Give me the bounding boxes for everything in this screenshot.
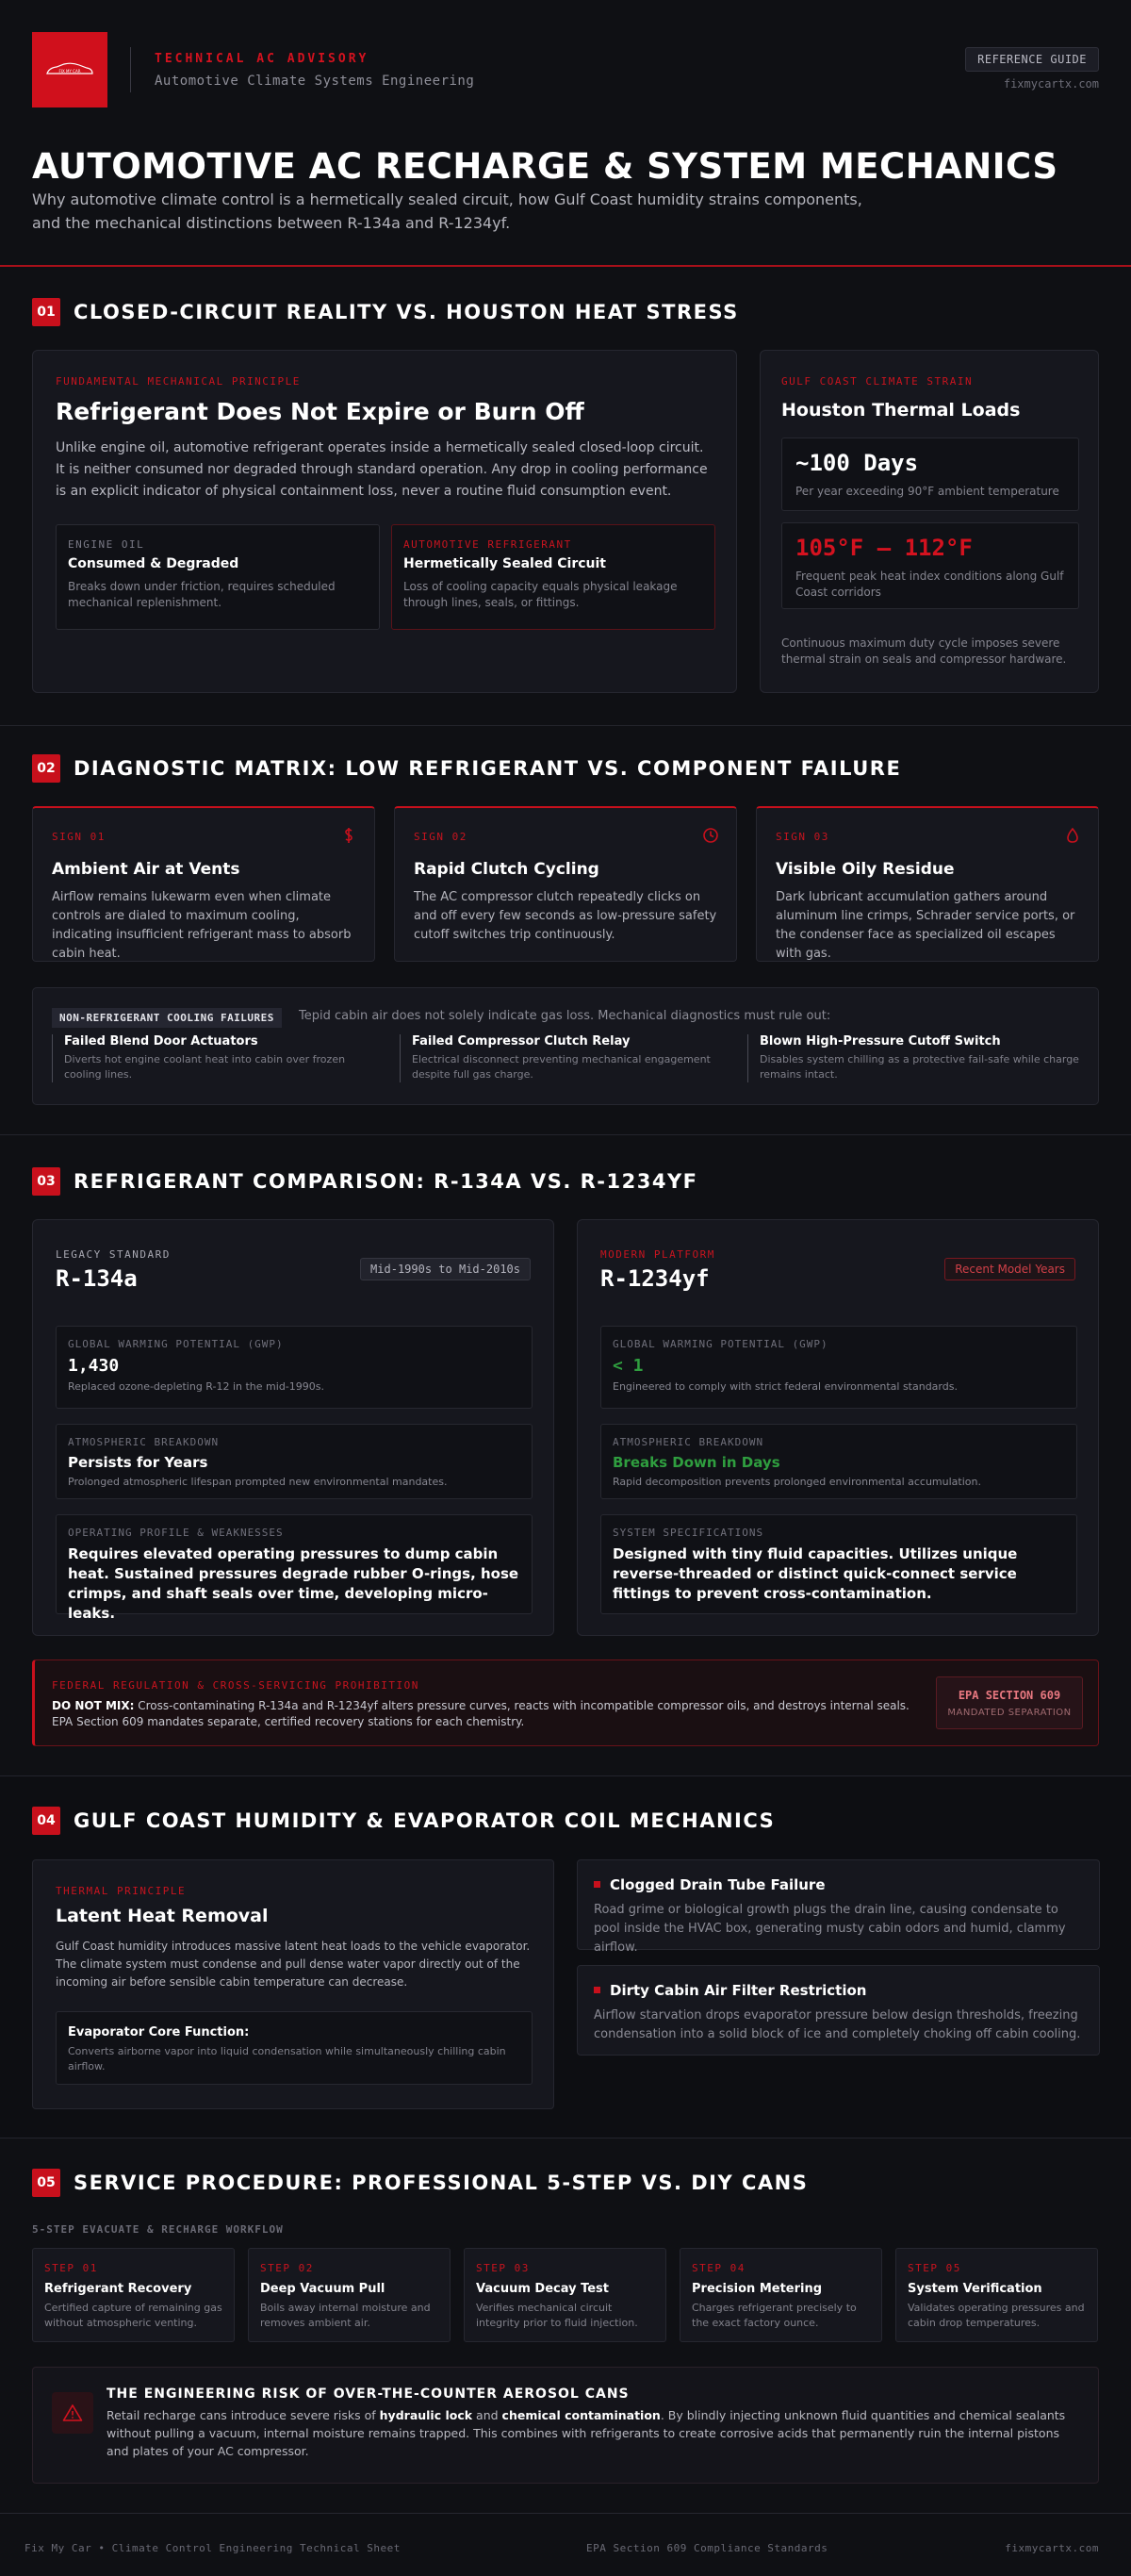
r134a-eyebrow: LEGACY STANDARD bbox=[56, 1248, 171, 1261]
step-title: Vacuum Decay Test bbox=[476, 2282, 610, 2296]
refrigerant-eyebrow: AUTOMOTIVE REFRIGERANT bbox=[403, 538, 572, 551]
failure-item bbox=[747, 1034, 1087, 1082]
step-card bbox=[680, 2248, 882, 2342]
risk-text bbox=[107, 2406, 1077, 2460]
thermal-title: Latent Heat Removal bbox=[56, 1906, 269, 1926]
footer-left: Fix My Car • Climate Control Engineering Technical Sheet bbox=[25, 2542, 401, 2554]
step-card bbox=[895, 2248, 1098, 2342]
section-title: DIAGNOSTIC MATRIX: LOW REFRIGERANT VS. COMPONENT FAILURE bbox=[74, 757, 902, 780]
failure-text: Electrical disconnect preventing mechanical engagement despite full gas charge. bbox=[412, 1053, 711, 1081]
sign-title: Visible Oily Residue bbox=[776, 860, 955, 879]
operating-text: Requires elevated operating pressures to dump cabin heat. Sustained pressures degrade rubber O-rings, hose crimps, and shaft seals over time, developing micro-leaks. bbox=[68, 1545, 519, 1622]
dollar-icon bbox=[340, 827, 357, 844]
step-text: Charges refrigerant precisely to the exact factory ounce. bbox=[692, 2302, 857, 2329]
brand-logo[interactable] bbox=[32, 32, 107, 107]
operating-label: OPERATING PROFILE & WEAKNESSES bbox=[68, 1527, 284, 1539]
refrigerant-card bbox=[391, 524, 715, 630]
step-card bbox=[32, 2248, 235, 2342]
section-title: REFRIGERANT COMPARISON: R-134A VS. R-1234YF bbox=[74, 1170, 698, 1193]
evaporator-core-title: Evaporator Core Function: bbox=[68, 2025, 250, 2039]
failure-text: Road grime or biological growth plugs the drain line, causing condensate to pool inside the HVAC box, generating musty cabin odors and humid, clammy airflow. bbox=[594, 1903, 1066, 1955]
bullet bbox=[594, 1881, 600, 1888]
drain-tube-failure-card bbox=[577, 1859, 1100, 1955]
r134a-gwp bbox=[56, 1326, 533, 1409]
atmospheric-value: Breaks Down in Days bbox=[613, 1454, 780, 1471]
step-title: Deep Vacuum Pull bbox=[260, 2282, 385, 2296]
atmospheric-label: ATMOSPHERIC BREAKDOWN bbox=[68, 1436, 220, 1448]
thermal-body: Gulf Coast humidity introduces massive latent heat loads to the vehicle evaporator. The climate system must condense and pull dense water vapor directly out of the incoming air before sensible cabin temperature can decrease. bbox=[56, 1940, 531, 1989]
failure-title: Blown High-Pressure Cutoff Switch bbox=[760, 1034, 1001, 1049]
section-title: CLOSED-CIRCUIT REALITY VS. HOUSTON HEAT STRESS bbox=[74, 301, 739, 323]
sign-card bbox=[32, 806, 375, 962]
climate-eyebrow: GULF COAST CLIMATE STRAIN bbox=[781, 375, 974, 388]
r1234yf-eyebrow: MODERN PLATFORM bbox=[600, 1248, 715, 1261]
sign-title: Rapid Clutch Cycling bbox=[414, 860, 599, 879]
heat-days-text: Per year exceeding 90°F ambient temperature bbox=[795, 485, 1059, 498]
section-header bbox=[32, 1807, 775, 1835]
reference-guide-badge: REFERENCE GUIDE bbox=[965, 47, 1099, 72]
principle-title: Refrigerant Does Not Expire or Burn Off bbox=[56, 398, 584, 425]
section-header bbox=[32, 754, 901, 783]
brand-subtitle: Automotive Climate Systems Engineering bbox=[155, 74, 475, 89]
failure-text: Disables system chilling as a protective fail-safe while charge remains intact. bbox=[760, 1053, 1079, 1081]
engine-oil-eyebrow: ENGINE OIL bbox=[68, 538, 145, 551]
step-eyebrow: STEP 02 bbox=[260, 2262, 314, 2274]
bullet bbox=[594, 1987, 600, 1993]
warning-icon-box bbox=[52, 2392, 93, 2434]
gwp-text: Replaced ozone-depleting R-12 in the mid-1990s. bbox=[68, 1380, 324, 1393]
step-eyebrow: STEP 03 bbox=[476, 2262, 530, 2274]
risk-chemical-contamination: chemical contamination bbox=[501, 2408, 661, 2422]
non-refrigerant-badge: NON-REFRIGERANT COOLING FAILURES bbox=[52, 1008, 282, 1028]
epa-badge bbox=[936, 1676, 1083, 1729]
gwp-value: 1,430 bbox=[68, 1356, 120, 1376]
section-header bbox=[32, 298, 739, 326]
brand-title: TECHNICAL AC ADVISORY bbox=[155, 52, 369, 66]
atmospheric-value: Persists for Years bbox=[68, 1454, 208, 1471]
warning-triangle-icon bbox=[62, 2403, 83, 2422]
footer-url[interactable]: fixmycartx.com bbox=[1005, 2542, 1099, 2554]
aerosol-risk-panel bbox=[32, 2367, 1099, 2484]
risk-text-part: . By blindly injecting unknown fluid quantities and chemical sealants without pulling a vacuum, internal moisture remains trapped. This combines with refrigerants to create corrosive acids that permanently ruin the internal pistons and plates of your AC compressor. bbox=[107, 2408, 1066, 2458]
non-refrigerant-intro: Tepid cabin air does not solely indicate gas loss. Mechanical diagnostics must rule out: bbox=[299, 1009, 831, 1023]
section-number: 05 bbox=[32, 2169, 60, 2197]
refrigerant-text: Loss of cooling capacity equals physical leakage through lines, seals, or fittings. bbox=[403, 580, 678, 609]
sign-text: Airflow remains lukewarm even when climate controls are dialed to maximum cooling, indicating insufficient refrigerant mass to absorb cabin heat. bbox=[52, 890, 352, 961]
clock-icon bbox=[702, 827, 719, 844]
latent-heat-card bbox=[32, 1859, 554, 2109]
failure-title: Dirty Cabin Air Filter Restriction bbox=[610, 1982, 867, 1999]
step-text: Validates operating pressures and cabin drop temperatures. bbox=[908, 2302, 1085, 2329]
heat-days-stat bbox=[781, 438, 1079, 511]
sign-text: The AC compressor clutch repeatedly clicks on and off every few seconds as low-pressure safety cutoff switches trip continuously. bbox=[414, 890, 717, 942]
failure-title: Clogged Drain Tube Failure bbox=[610, 1876, 826, 1893]
section-number: 04 bbox=[32, 1807, 60, 1835]
heat-index-text: Frequent peak heat index conditions along Gulf Coast corridors bbox=[795, 570, 1064, 599]
step-text: Certified capture of remaining gas without atmospheric venting. bbox=[44, 2302, 222, 2329]
heat-days-value: ~100 Days bbox=[795, 450, 919, 476]
section-title: SERVICE PROCEDURE: PROFESSIONAL 5-STEP VS. DIY CANS bbox=[74, 2171, 809, 2194]
section-number: 03 bbox=[32, 1167, 60, 1196]
engine-oil-card bbox=[56, 524, 380, 630]
failure-text: Diverts hot engine coolant heat into cabin over frozen cooling lines. bbox=[64, 1053, 346, 1081]
step-text: Boils away internal moisture and removes ambient air. bbox=[260, 2302, 431, 2329]
r1234yf-era-badge: Recent Model Years bbox=[944, 1258, 1075, 1280]
step-eyebrow: STEP 01 bbox=[44, 2262, 98, 2274]
r134a-era-badge: Mid-1990s to Mid-2010s bbox=[360, 1258, 531, 1280]
climate-card bbox=[760, 350, 1099, 693]
risk-hydraulic-lock: hydraulic lock bbox=[379, 2408, 473, 2422]
refrigerant-title: Hermetically Sealed Circuit bbox=[403, 556, 606, 571]
r134a-card bbox=[32, 1219, 554, 1636]
regulation-warning bbox=[32, 1660, 1099, 1746]
car-logo-icon bbox=[43, 59, 96, 80]
epa-title: EPA SECTION 609 bbox=[958, 1689, 1061, 1702]
hero bbox=[0, 146, 1131, 267]
sign-text: Dark lubricant accumulation gathers around aluminum line crimps, Schrader service ports, or the condenser face as specialized oil escapes with gas. bbox=[776, 890, 1075, 961]
step-eyebrow: STEP 05 bbox=[908, 2262, 961, 2274]
r1234yf-gwp bbox=[600, 1326, 1077, 1409]
risk-title: THE ENGINEERING RISK OF OVER-THE-COUNTER AEROSOL CANS bbox=[107, 2386, 630, 2402]
sign-eyebrow: SIGN 02 bbox=[414, 831, 467, 843]
cabin-filter-failure-card bbox=[577, 1965, 1100, 2056]
risk-text-part: and bbox=[472, 2408, 502, 2422]
step-eyebrow: STEP 04 bbox=[692, 2262, 746, 2274]
droplet-icon bbox=[1064, 827, 1081, 844]
epa-subtitle: MANDATED SEPARATION bbox=[947, 1708, 1072, 1718]
climate-title: Houston Thermal Loads bbox=[781, 400, 1021, 421]
workflow-label: 5-STEP EVACUATE & RECHARGE WORKFLOW bbox=[32, 2223, 284, 2236]
step-title: Precision Metering bbox=[692, 2282, 823, 2296]
specifications-label: SYSTEM SPECIFICATIONS bbox=[613, 1527, 764, 1539]
r1234yf-name: R-1234yf bbox=[600, 1265, 710, 1292]
step-card bbox=[464, 2248, 666, 2342]
r1234yf-atmospheric bbox=[600, 1424, 1077, 1499]
step-title: System Verification bbox=[908, 2282, 1042, 2296]
section-closed-circuit bbox=[0, 267, 1131, 726]
brand-divider bbox=[130, 47, 131, 92]
step-card bbox=[248, 2248, 451, 2342]
risk-text-part: Retail recharge cans introduce severe risks of bbox=[107, 2408, 380, 2422]
warning-lead: DO NOT MIX: bbox=[52, 1699, 135, 1712]
gwp-text: Engineered to comply with strict federal environmental standards. bbox=[613, 1380, 958, 1393]
thermal-eyebrow: THERMAL PRINCIPLE bbox=[56, 1885, 187, 1897]
sign-card bbox=[756, 806, 1099, 962]
r134a-operating-profile bbox=[56, 1514, 533, 1622]
principle-eyebrow: FUNDAMENTAL MECHANICAL PRINCIPLE bbox=[56, 375, 301, 388]
r1234yf-card bbox=[577, 1219, 1099, 1636]
climate-note: Continuous maximum duty cycle imposes severe thermal strain on seals and compressor hardware. bbox=[781, 636, 1067, 666]
failure-title: Failed Compressor Clutch Relay bbox=[412, 1034, 631, 1049]
page-title: AUTOMOTIVE AC RECHARGE & SYSTEM MECHANICS bbox=[32, 146, 1058, 187]
warning-text bbox=[52, 1698, 919, 1730]
principle-card bbox=[32, 350, 737, 693]
atmospheric-label: ATMOSPHERIC BREAKDOWN bbox=[613, 1436, 764, 1448]
evaporator-core-box bbox=[56, 2011, 533, 2085]
principle-body: Unlike engine oil, automotive refrigerant operates inside a hermetically sealed closed-loop circuit. It is neither consumed nor degraded through standard operation. Any drop in cooling performance is an explicit indicator of physical containment loss, never a routine fluid consumption event. bbox=[56, 440, 708, 499]
failure-item bbox=[400, 1034, 739, 1082]
failure-text: Airflow starvation drops evaporator pressure below design thresholds, freezing condensation into a solid block of ice and completely choking off cabin cooling. bbox=[594, 2008, 1081, 2041]
warning-body: Cross-contaminating R-134a and R-1234yf alters pressure curves, reacts with incompatible compressor oils, and destroys internal seals. EPA Section 609 mandates separate, certified recovery stations for each chemistry. bbox=[52, 1699, 910, 1728]
gwp-value: < 1 bbox=[613, 1356, 644, 1376]
step-text: Verifies mechanical circuit integrity prior to fluid injection. bbox=[476, 2302, 638, 2329]
r1234yf-specifications bbox=[600, 1514, 1077, 1614]
evaporator-core-text: Converts airborne vapor into liquid condensation while simultaneously chilling cabin airflow. bbox=[68, 2045, 506, 2072]
gwp-label: GLOBAL WARMING POTENTIAL (GWP) bbox=[613, 1338, 828, 1350]
r134a-atmospheric bbox=[56, 1424, 533, 1499]
warning-eyebrow: FEDERAL REGULATION & CROSS-SERVICING PROHIBITION bbox=[52, 1679, 419, 1692]
r134a-name: R-134a bbox=[56, 1265, 138, 1292]
atmospheric-text: Rapid decomposition prevents prolonged environmental accumulation. bbox=[613, 1476, 981, 1488]
engine-oil-title: Consumed & Degraded bbox=[68, 556, 239, 571]
failure-item bbox=[52, 1034, 401, 1082]
sign-eyebrow: SIGN 03 bbox=[776, 831, 829, 843]
section-number: 02 bbox=[32, 754, 60, 783]
section-title: GULF COAST HUMIDITY & EVAPORATOR COIL MECHANICS bbox=[74, 1809, 776, 1832]
sign-card bbox=[394, 806, 737, 962]
specifications-text: Designed with tiny fluid capacities. Utilizes unique reverse-threaded or distinct quick-connect service fittings to prevent cross-contamination. bbox=[613, 1545, 1018, 1602]
step-title: Refrigerant Recovery bbox=[44, 2282, 192, 2296]
sign-title: Ambient Air at Vents bbox=[52, 860, 240, 879]
header bbox=[0, 0, 1131, 146]
footer-center: EPA Section 609 Compliance Standards bbox=[586, 2542, 828, 2554]
heat-index-stat bbox=[781, 522, 1079, 609]
section-header bbox=[32, 1167, 698, 1196]
heat-index-value: 105°F – 112°F bbox=[795, 535, 973, 561]
gwp-label: GLOBAL WARMING POTENTIAL (GWP) bbox=[68, 1338, 284, 1350]
failure-title: Failed Blend Door Actuators bbox=[64, 1034, 258, 1049]
section-header bbox=[32, 2169, 808, 2197]
svg-text:FIX MY CAR: FIX MY CAR bbox=[58, 69, 81, 74]
footer bbox=[0, 2513, 1131, 2576]
section-number: 01 bbox=[32, 298, 60, 326]
engine-oil-text: Breaks down under friction, requires scheduled mechanical replenishment. bbox=[68, 580, 336, 609]
sign-eyebrow: SIGN 01 bbox=[52, 831, 106, 843]
page-subtitle: Why automotive climate control is a hermetically sealed circuit, how Gulf Coast humidity strains components, and the mechanical distinctions between R-134a and R-1234yf. bbox=[32, 190, 862, 232]
atmospheric-text: Prolonged atmospheric lifespan prompted new environmental mandates. bbox=[68, 1476, 448, 1488]
site-url[interactable]: fixmycartx.com bbox=[1003, 77, 1099, 91]
